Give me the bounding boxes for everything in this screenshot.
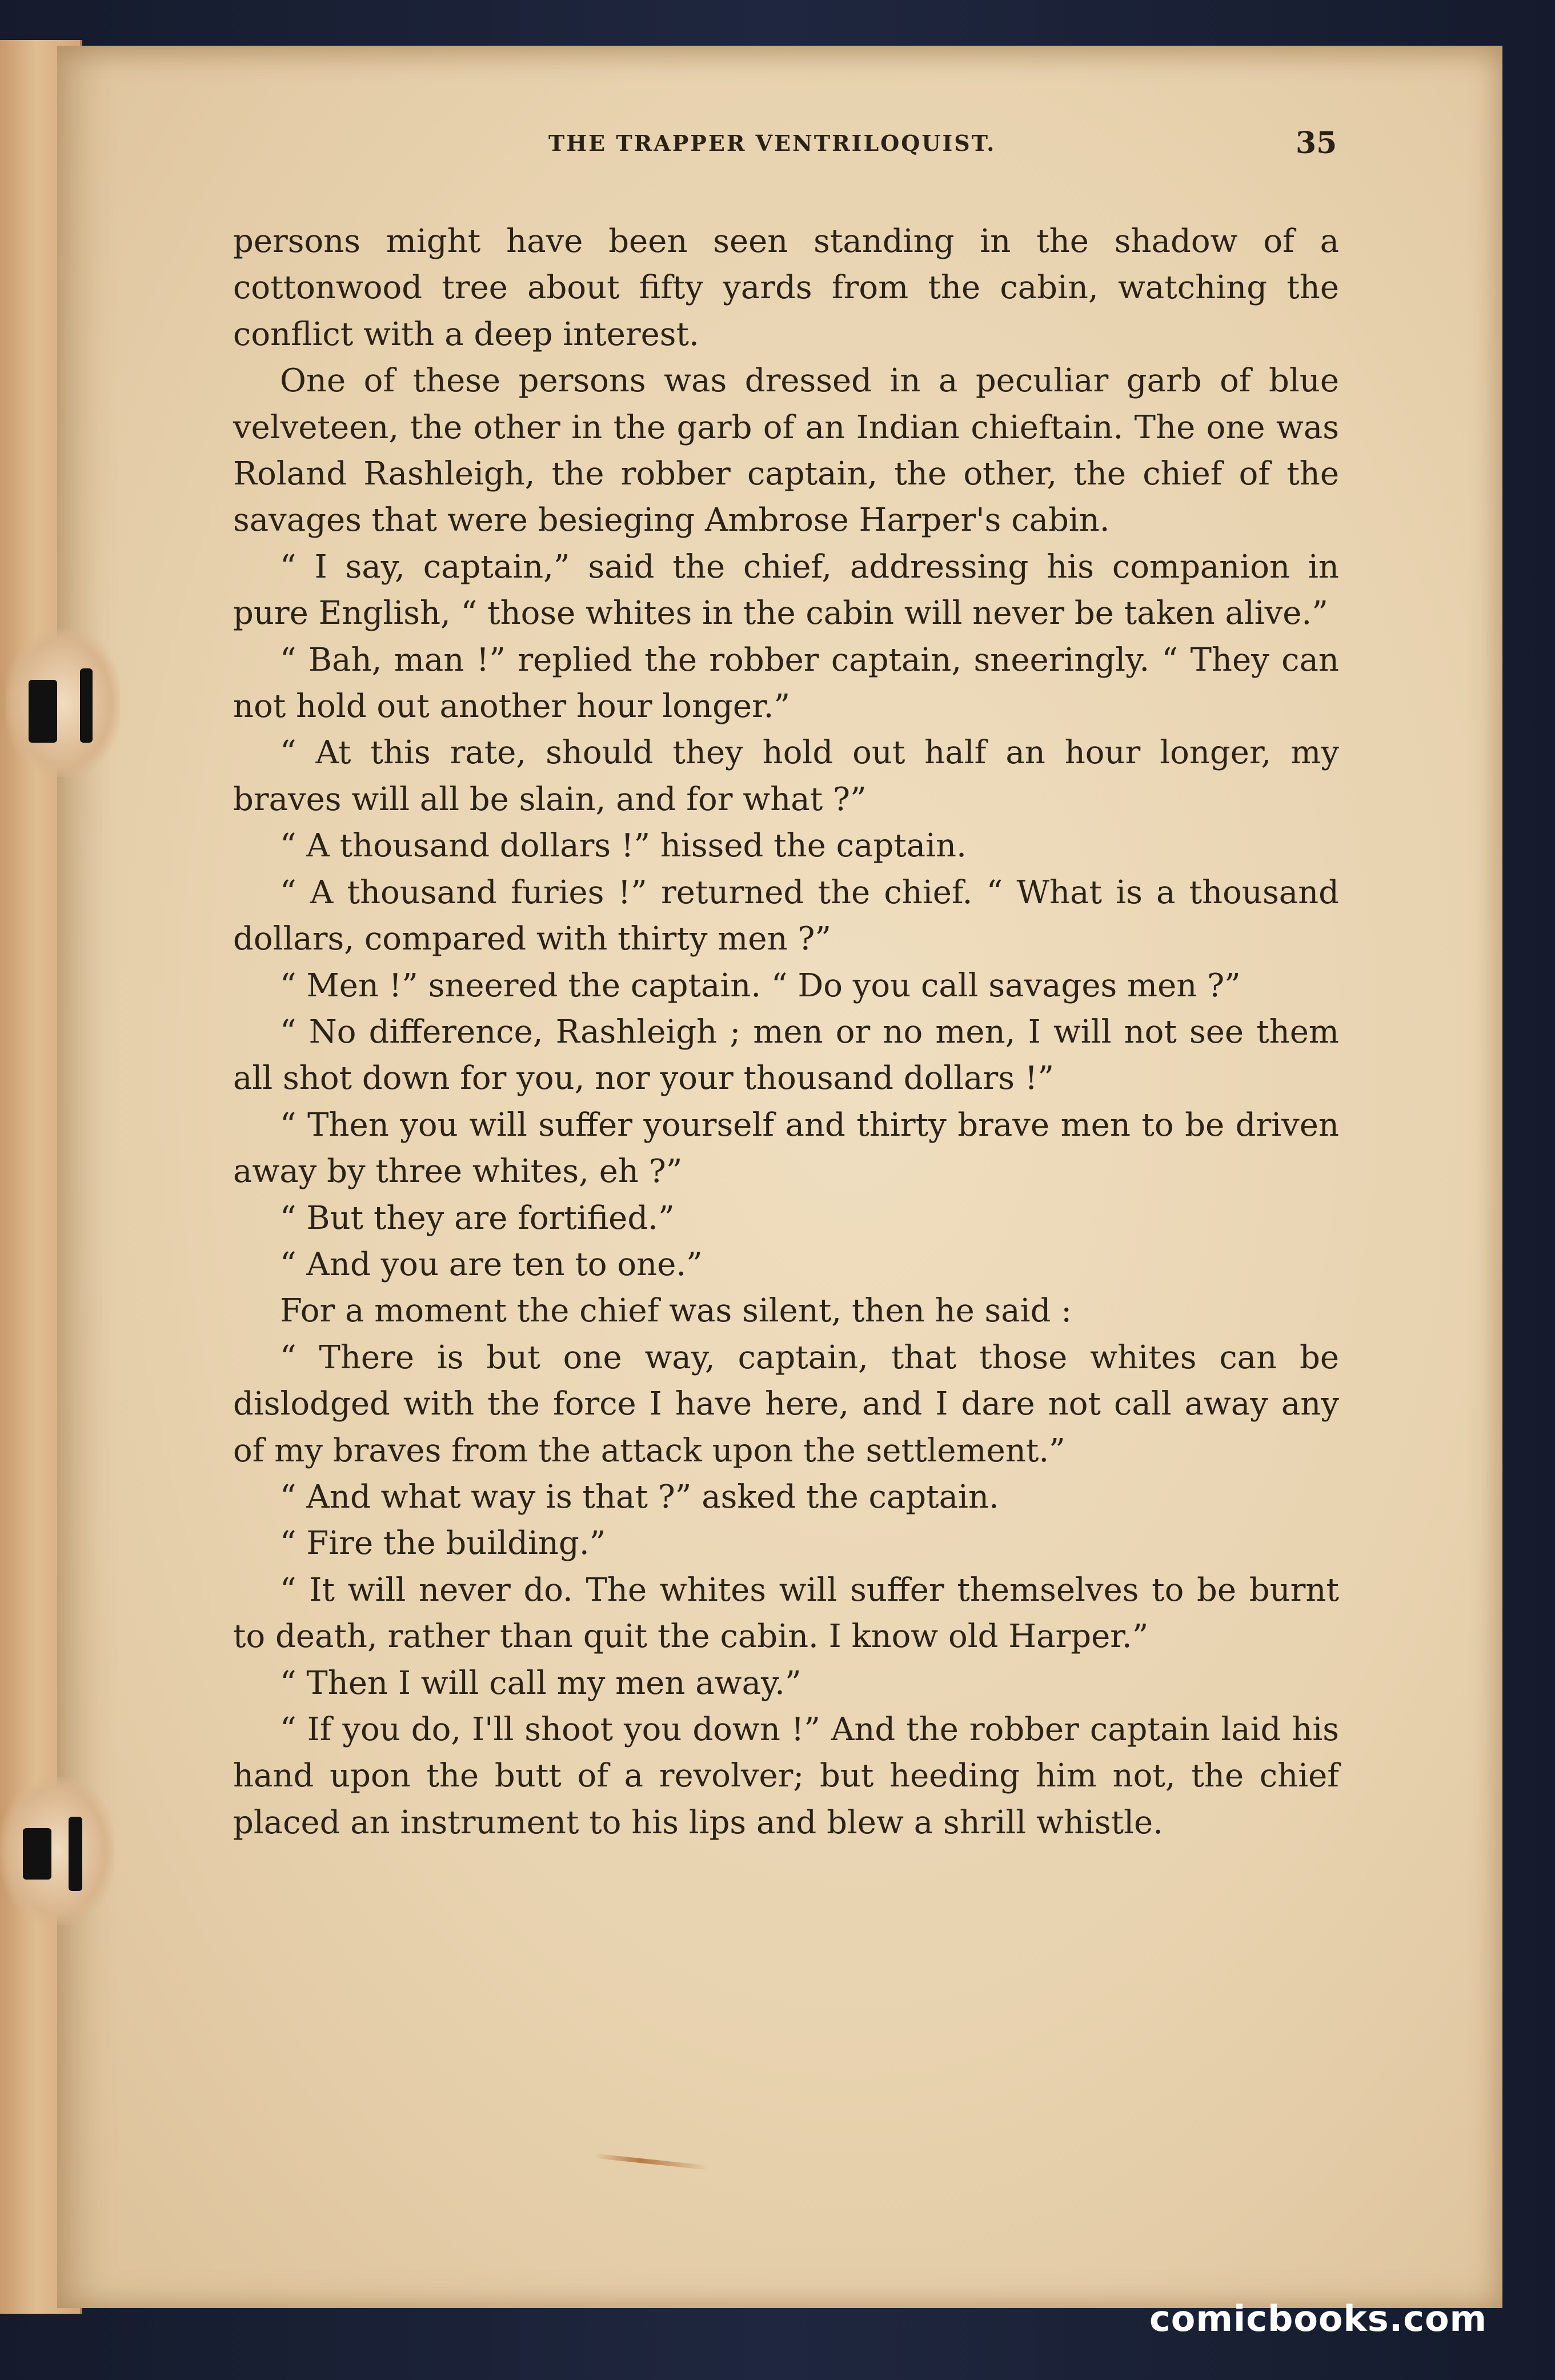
paragraph: “ If you do, I'll shoot you down !” And the robber captain laid his hand upon the butt of a revolver; but heeding him not, the chief placed an instrument to his lips and blew a shrill whistle.	[233, 1711, 1339, 1841]
page-number: 35	[1296, 126, 1337, 161]
binding-stitch-bottom	[0, 1777, 114, 1925]
paragraph: “ At this rate, should they hold out half an hour longer, my braves will all be slain, and for what ?”	[233, 734, 1339, 818]
paragraph: “ Men !” sneered the captain. “ Do you call savages men ?”	[280, 967, 1241, 1004]
paragraph: “ A thousand furies !” returned the chief. “ What is a thousand dollars, compared with thirty men ?”	[233, 874, 1339, 958]
running-head: THE TRAPPER VENTRILOQUIST.	[548, 130, 996, 156]
paragraph: “ No difference, Rashleigh ; men or no men, I will not see them all shot down for you, nor your thousand dollars !”	[233, 1013, 1339, 1097]
paragraph: “ Fire the building.”	[280, 1525, 606, 1562]
paragraph: One of these persons was dressed in a peculiar garb of blue velveteen, the other in the garb of an Indian chieftain. The one was Roland Rashleigh, the robber captain, the other, the chief of the savages that were besieging Ambrose Harper's cabin.	[233, 362, 1339, 539]
site-watermark: comicbooks.com	[1149, 2298, 1488, 2339]
body-text	[233, 218, 1339, 1846]
paragraph: “ It will never do. The whites will suffer themselves to be burnt to death, rather than quit the cabin. I know old Harper.”	[233, 1571, 1339, 1656]
paragraph: For a moment the chief was silent, then he said :	[280, 1292, 1072, 1330]
paragraph: persons might have been seen standing in the shadow of a cottonwood tree about fifty yards from the cabin, watching the conflict with a deep interest.	[233, 223, 1339, 353]
paragraph: “ And what way is that ?” asked the captain.	[280, 1478, 999, 1516]
paragraph: “ A thousand dollars !” hissed the captain.	[280, 827, 967, 865]
paragraph: “ And you are ten to one.”	[280, 1245, 703, 1283]
paragraph: “ Then you will suffer yourself and thirty brave men to be driven away by three whites, eh ?”	[233, 1106, 1339, 1191]
paragraph: “ There is but one way, captain, that those whites can be dislodged with the force I have here, and I dare not call away any of my braves from the attack upon the settlement.”	[233, 1339, 1339, 1469]
paragraph: “ I say, captain,” said the chief, addressing his companion in pure English, “ those whites in the cabin will never be taken alive.”	[233, 548, 1339, 632]
paragraph: “ Then I will call my men away.”	[280, 1664, 801, 1702]
paragraph: “ But they are fortified.”	[280, 1199, 675, 1237]
paragraph: “ Bah, man !” replied the robber captain, sneeringly. “ They can not hold out another hour longer.”	[233, 641, 1339, 726]
binding-stitch-top	[6, 628, 120, 777]
